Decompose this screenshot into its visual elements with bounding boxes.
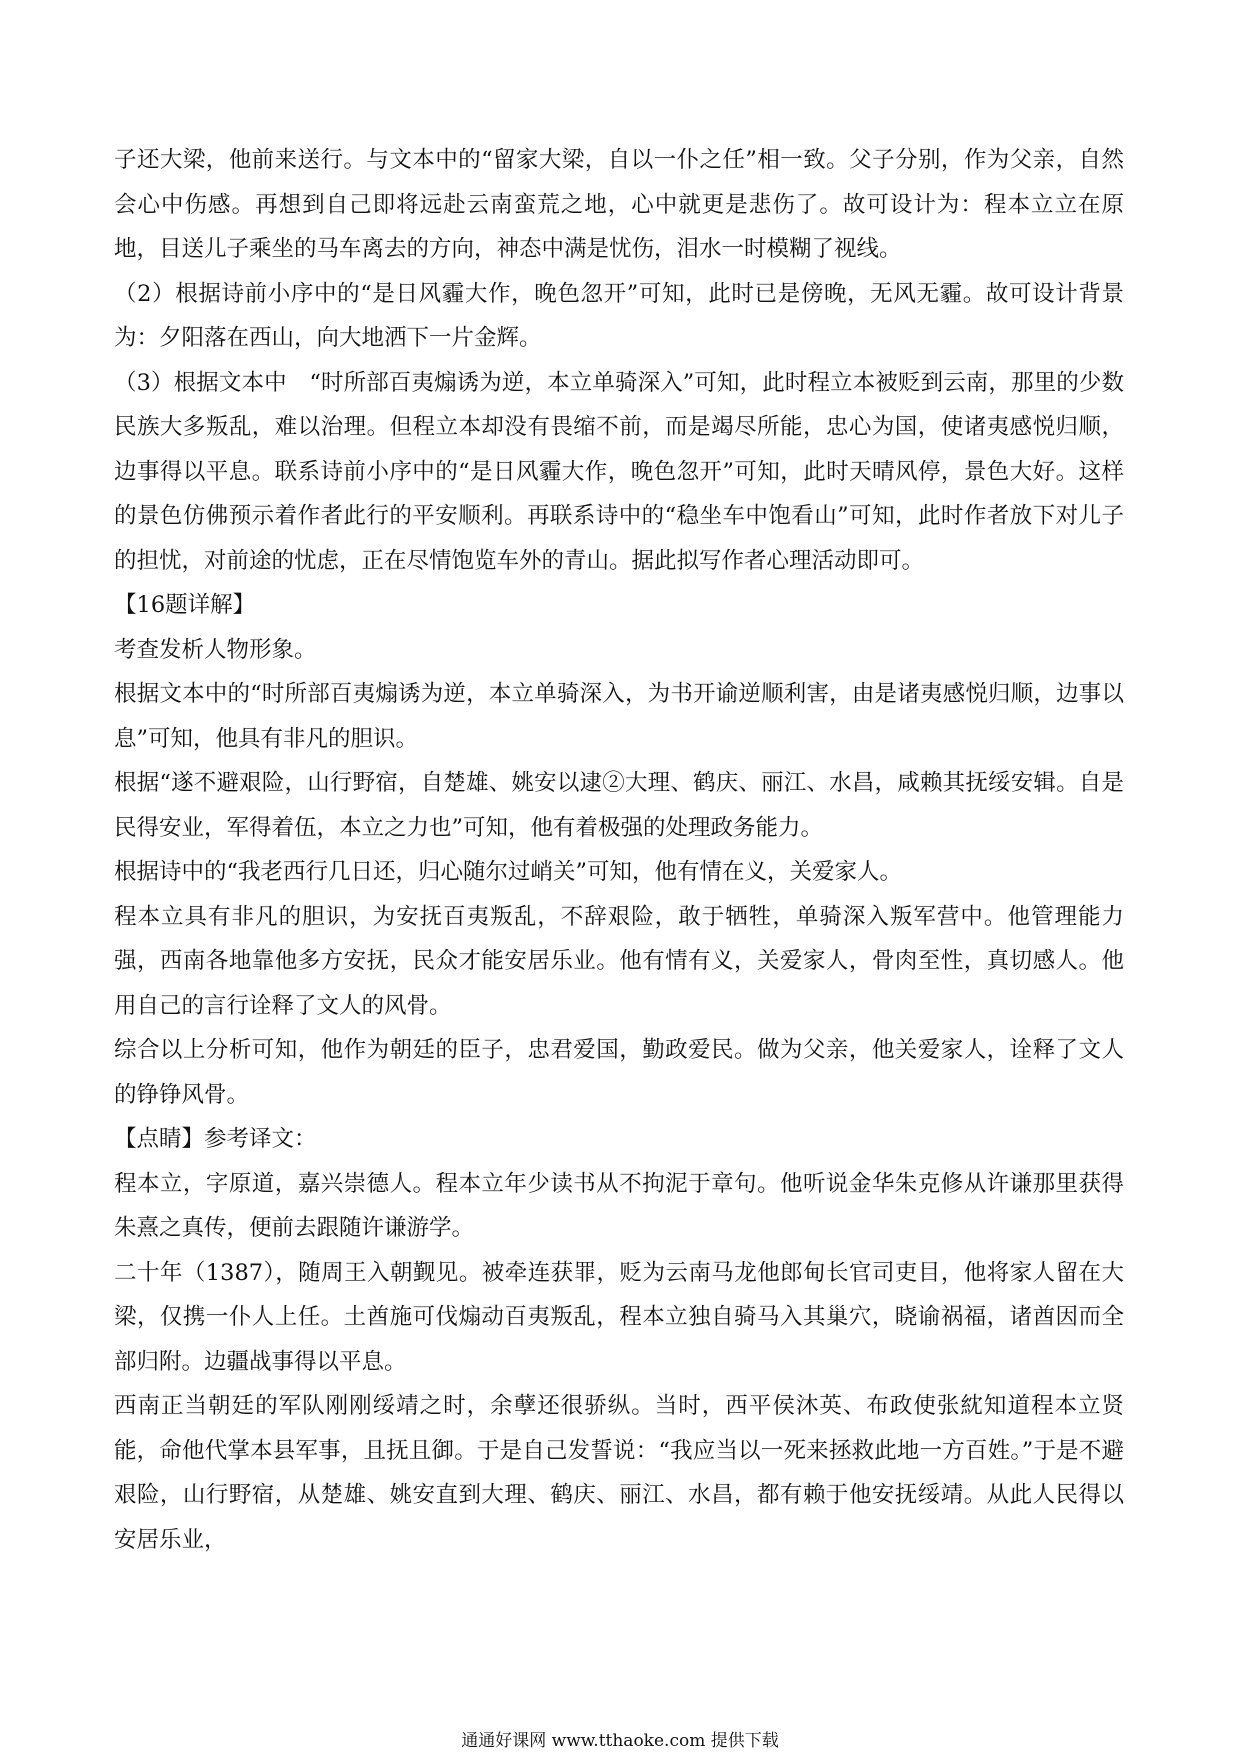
paragraph: 根据诗中的“我老西行几日还，归心随尔过峭关”可知，他有情在义，关爱家人。 (114, 859, 903, 885)
paragraph: 西南正当朝廷的军队刚刚绥靖之时，余孽还很骄纵。当时，西平侯沐英、布政使张紞知道程本立贤能，命他代掌本县军事，且抚且御。于是自己发誓说：“我应当以一死来拯救此地一方百姓。”于是不避艰险，山行野宿，从楚雄、姚安直到大理、鹤庆、丽江、水昌，都有赖于他安抚绥靖。从此人民得以安居乐业， (114, 1393, 1124, 1553)
paragraph: 考查发析人物形象。 (114, 636, 317, 663)
paragraph: 综合以上分析可知，他作为朝廷的臣子，忠君爱国，勤政爱民。做为父亲，他关爱家人，诠释了文人的铮铮风骨。 (114, 1037, 1124, 1108)
paragraph: 二十年（1387），随周王入朝觐见。被牵连获罪，贬为云南马龙他郎甸长官司吏目，他将家人留在大梁，仅携一仆人上任。土酋施可伐煽动百夷叛乱，程本立独自骑马入其巢穴，晓谕祸福，诸酋因而全部归附。边疆战事得以平息。 (114, 1259, 1124, 1375)
section-heading: 【16题详解】 (114, 592, 256, 618)
paragraph: 子还大梁，他前来送行。与文本中的“留家大梁，自以一仆之任”相一致。父子分别，作为父亲，自然会心中伤感。再想到自己即将远赴云南蛮荒之地，心中就更是悲伤了。故可设计为：程本立立在原地，目送儿子乘坐的马车离去的方向，神态中满是忧伤，泪水一时模糊了视线。 (114, 147, 1124, 262)
section-heading: 【点睛】参考译文： (114, 1126, 317, 1152)
document-body (114, 138, 1124, 1562)
page-footer: 通通好课网 www.tthaoke.com 提供下载 (461, 1731, 779, 1751)
paragraph: 程本立具有非凡的胆识，为安抚百夷叛乱，不辞艰险，敢于牺牲，单骑深入叛军营中。他管理能力强，西南各地靠他多方安抚，民众才能安居乐业。他有情有义，关爱家人，骨肉至性，真切感人。他用自己的言行诠释了文人的风骨。 (114, 903, 1124, 1019)
paragraph: 根据“遂不避艰险，山行野宿，自楚雄、姚安以逮②大理、鹤庆、丽江、水昌，咸赖其抚绥安辑。自是民得安业，军得着伍，本立之力也”可知，他有着极强的处理政务能力。 (114, 770, 1124, 841)
paragraph: （2）根据诗前小序中的“是日风霾大作，晚色忽开”可知，此时已是傍晚，无风无霾。故可设计背景为：夕阳落在西山，向大地洒下一片金辉。 (114, 280, 1124, 351)
paragraph: 程本立，字原道，嘉兴崇德人。程本立年少读书从不拘泥于章句。他听说金华朱克修从许谦那里获得朱熹之真传，便前去跟随许谦游学。 (114, 1170, 1124, 1241)
paragraph: （3）根据文本中 “时所部百夷煽诱为逆，本立单骑深入”可知，此时程立本被贬到云南，那里的少数民族大多叛乱，难以治理。但程立本却没有畏缩不前，而是竭尽所能，忠心为国，使诸夷感悦归顺，边事得以平息。联系诗前小序中的“是日风霾大作，晚色忽开”可知，此时天晴风停，景色大好。这样的景色仿佛预示着作者此行的平安顺利。再联系诗中的“稳坐车中饱看山”可知，此时作者放下对儿子的担忧，对前途的忧虑，正在尽情饱览车外的青山。据此拟写作者心理活动即可。 (114, 369, 1124, 574)
paragraph: 根据文本中的“时所部百夷煽诱为逆，本立单骑深入，为书开谕逆顺利害，由是诸夷感悦归顺，边事以息”可知，他具有非凡的胆识。 (114, 681, 1124, 752)
